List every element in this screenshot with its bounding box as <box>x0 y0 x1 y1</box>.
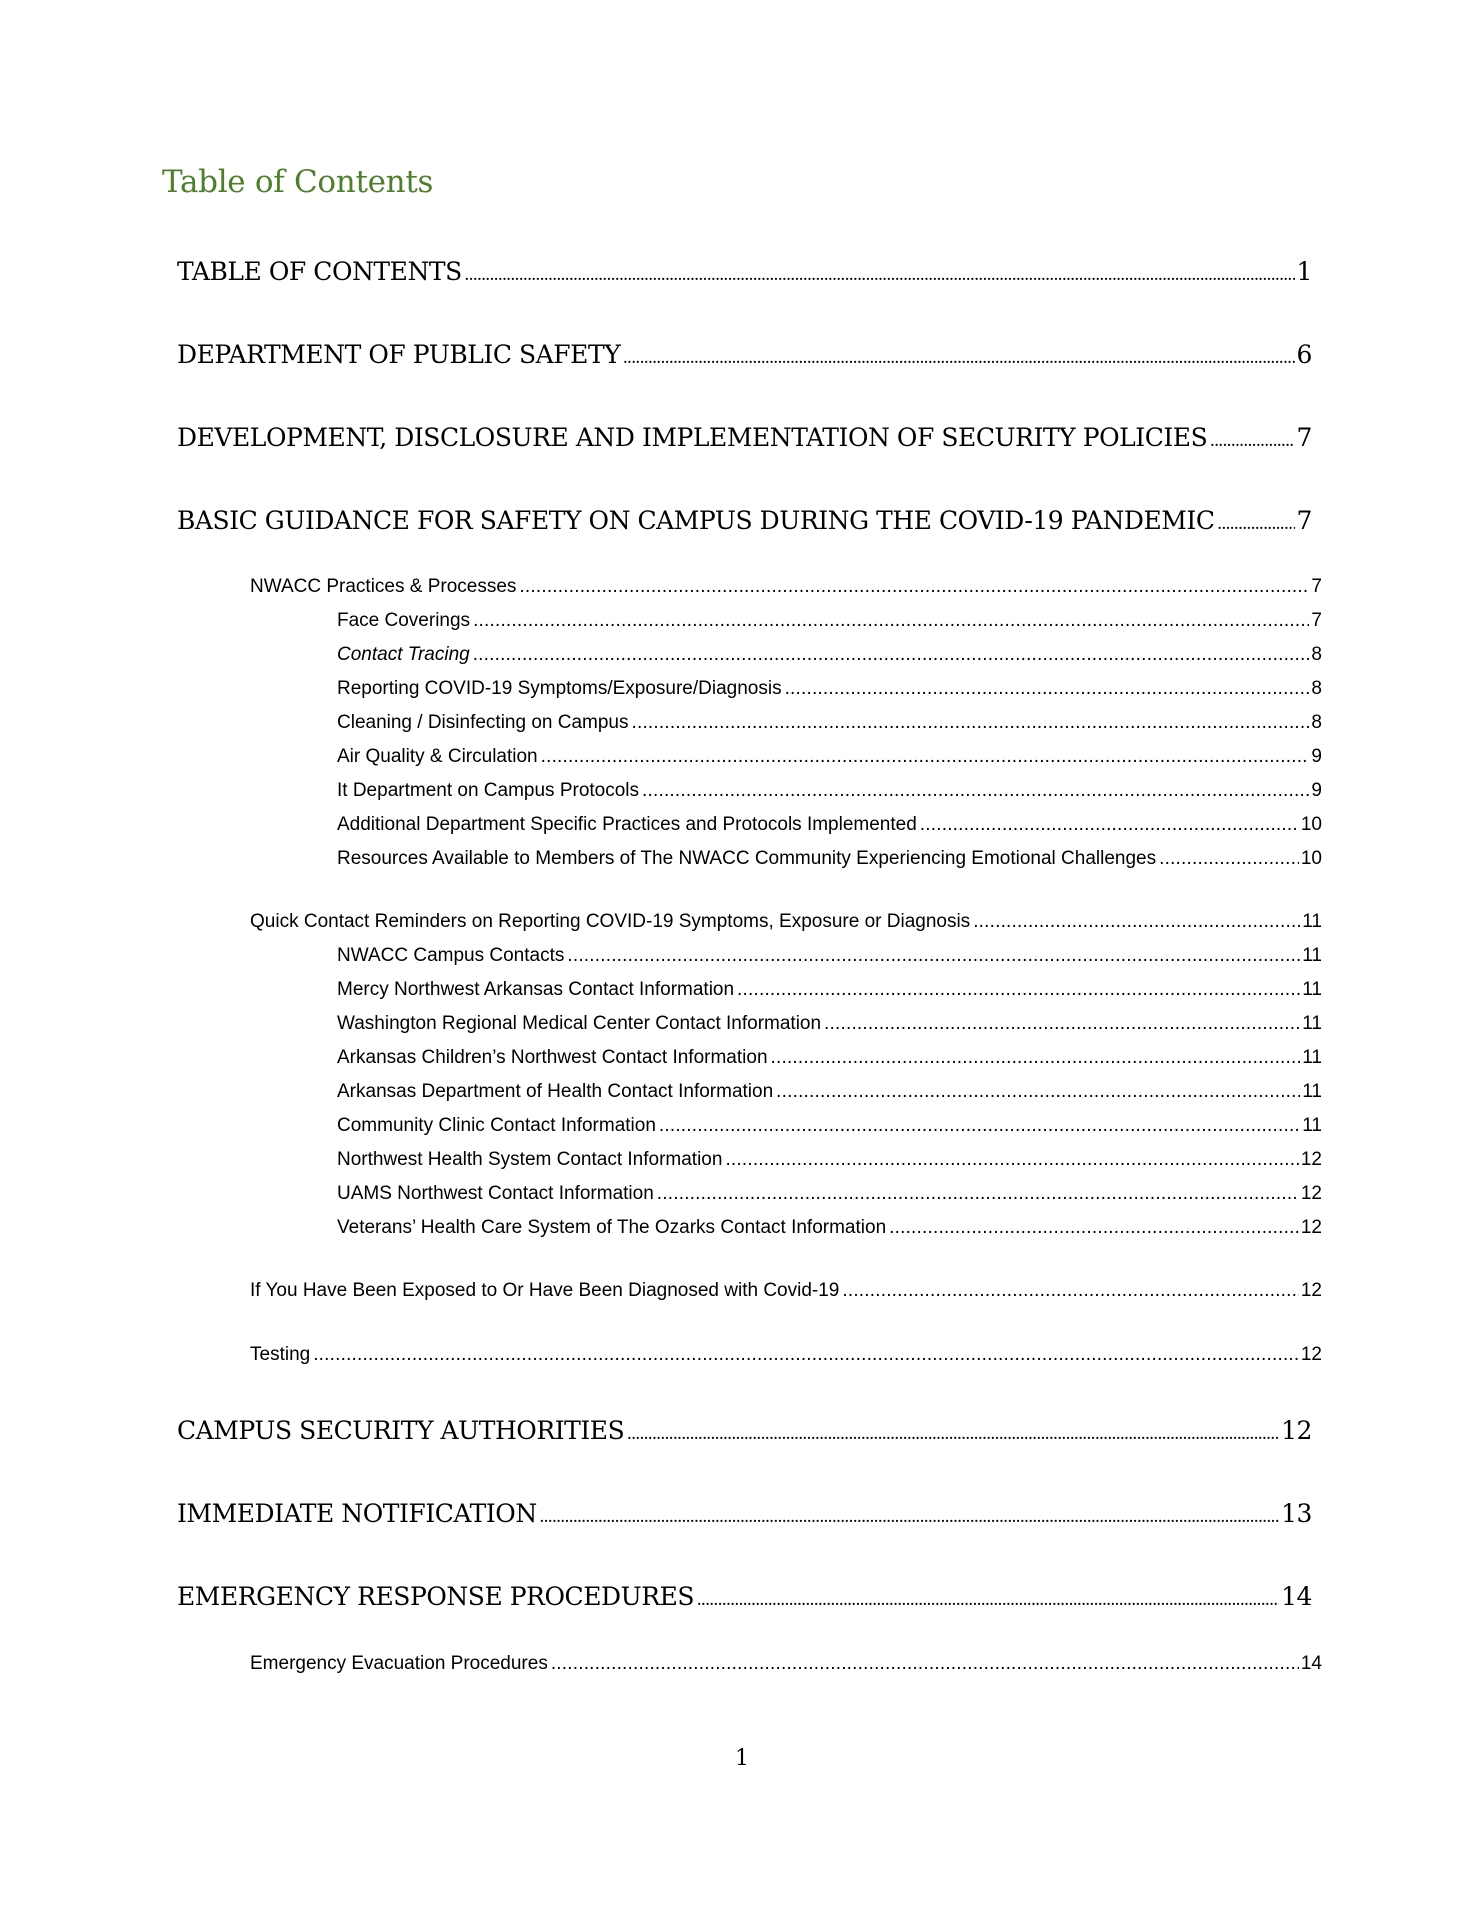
toc-entry-title: Resources Available to Members of The NWACC Community Experiencing Emotional Challenges <box>337 848 1157 869</box>
dot-leader <box>920 814 1299 836</box>
toc-entry-title: Arkansas Children’s Northwest Contact Information <box>337 1047 768 1068</box>
dot-leader <box>519 576 1309 598</box>
toc-entry-title: Face Coverings <box>337 610 471 631</box>
dot-leader <box>632 712 1310 734</box>
toc-entry-page: 7 <box>1296 423 1312 452</box>
toc-entry-page: 12 <box>1300 1280 1322 1301</box>
toc-entry-arkansas-health[interactable] <box>337 1081 1322 1103</box>
toc-entry-it-department[interactable] <box>337 780 1322 802</box>
toc-entry-cleaning[interactable] <box>337 712 1322 734</box>
toc-entry-page: 11 <box>1302 1115 1322 1136</box>
dot-leader <box>540 1511 1279 1525</box>
dot-leader <box>541 746 1310 768</box>
toc-entry-emergency-response[interactable] <box>177 1582 1312 1611</box>
toc-entry-title: Air Quality & Circulation <box>337 746 538 767</box>
toc-entry-title: TABLE OF CONTENTS <box>177 257 462 286</box>
toc-entry-page: 14 <box>1300 1653 1322 1674</box>
toc-entry-page: 12 <box>1300 1217 1322 1238</box>
toc-entry-page: 11 <box>1302 1047 1322 1068</box>
toc-entry-title: CAMPUS SECURITY AUTHORITIES <box>177 1416 625 1445</box>
toc-entry-title: Contact Tracing <box>337 644 470 665</box>
toc-entry-contact-tracing[interactable] <box>337 644 1322 666</box>
dot-leader <box>973 911 1300 933</box>
toc-entry-page: 7 <box>1296 506 1312 535</box>
toc-entry-air-quality[interactable] <box>337 746 1322 768</box>
toc-entry-page: 11 <box>1302 979 1322 1000</box>
toc-entry-page: 13 <box>1281 1499 1312 1528</box>
toc-entry-page: 11 <box>1302 911 1322 932</box>
toc-entry-page: 8 <box>1311 678 1322 699</box>
toc-entry-security-policies[interactable] <box>177 423 1312 452</box>
toc-entry-page: 12 <box>1300 1183 1322 1204</box>
toc-entry-immediate-notification[interactable] <box>177 1499 1312 1528</box>
toc-entry-title: NWACC Practices & Processes <box>250 576 517 597</box>
toc-entry-page: 7 <box>1311 610 1322 631</box>
dot-leader <box>659 1115 1300 1137</box>
toc-entry-veterans[interactable] <box>337 1217 1322 1239</box>
dot-leader <box>697 1594 1279 1608</box>
dot-leader <box>725 1149 1298 1171</box>
dot-leader <box>627 1428 1279 1442</box>
toc-entry-title: Additional Department Specific Practices and Protocols Implemented <box>337 814 917 835</box>
dot-leader <box>623 352 1294 366</box>
dot-leader <box>567 945 1300 967</box>
toc-entry-title: Northwest Health System Contact Information <box>337 1149 723 1170</box>
dot-leader <box>473 610 1309 632</box>
dot-leader <box>1210 435 1294 449</box>
toc-entry-page: 12 <box>1300 1149 1322 1170</box>
dot-leader <box>785 678 1310 700</box>
toc-entry-table-of-contents[interactable] <box>177 257 1312 286</box>
dot-leader <box>824 1013 1300 1035</box>
toc-entry-emergency-evacuation[interactable] <box>250 1653 1322 1675</box>
toc-entry-page: 12 <box>1281 1416 1312 1445</box>
toc-entry-page: 14 <box>1281 1582 1312 1611</box>
toc-entry-quick-contact[interactable] <box>250 911 1322 933</box>
toc-entry-title: DEVELOPMENT, DISCLOSURE AND IMPLEMENTATION OF SECURITY POLICIES <box>177 423 1208 452</box>
toc-entry-washington-regional[interactable] <box>337 1013 1322 1035</box>
toc-entry-title: Mercy Northwest Arkansas Contact Information <box>337 979 735 1000</box>
dot-leader <box>642 780 1309 802</box>
toc-entry-title: Testing <box>250 1344 311 1365</box>
toc-entry-title: Community Clinic Contact Information <box>337 1115 656 1136</box>
toc-entry-page: 11 <box>1302 1013 1322 1034</box>
toc-entry-mercy[interactable] <box>337 979 1322 1001</box>
dot-leader <box>889 1217 1299 1239</box>
dot-leader <box>737 979 1300 1001</box>
dot-leader <box>313 1344 1299 1366</box>
toc-entry-title: DEPARTMENT OF PUBLIC SAFETY <box>177 340 621 369</box>
toc-entry-department-of-public-safety[interactable] <box>177 340 1312 369</box>
toc-heading: Table of Contents <box>162 164 434 200</box>
dot-leader <box>771 1047 1301 1069</box>
toc-entry-northwest-health[interactable] <box>337 1149 1322 1171</box>
dot-leader <box>551 1653 1299 1675</box>
toc-entry-page: 10 <box>1300 814 1322 835</box>
toc-entry-title: It Department on Campus Protocols <box>337 780 640 801</box>
toc-entry-title: If You Have Been Exposed to Or Have Been Diagnosed with Covid-19 <box>250 1280 840 1301</box>
toc-entry-title: Arkansas Department of Health Contact Information <box>337 1081 774 1102</box>
toc-entry-page: 9 <box>1311 780 1322 801</box>
dot-leader <box>1159 848 1299 870</box>
toc-entry-page: 6 <box>1296 340 1312 369</box>
toc-entry-uams[interactable] <box>337 1183 1322 1205</box>
dot-leader <box>1218 518 1295 532</box>
toc-entry-page: 7 <box>1311 576 1322 597</box>
toc-entry-title: Emergency Evacuation Procedures <box>250 1653 548 1674</box>
toc-entry-face-coverings[interactable] <box>337 610 1322 632</box>
toc-entry-title: Cleaning / Disinfecting on Campus <box>337 712 629 733</box>
toc-entry-title: BASIC GUIDANCE FOR SAFETY ON CAMPUS DURING THE COVID-19 PANDEMIC <box>177 506 1215 535</box>
toc-entry-emotional-resources[interactable] <box>337 848 1322 870</box>
dot-leader <box>842 1280 1298 1302</box>
toc-entry-nwacc-practices[interactable] <box>250 576 1322 598</box>
toc-entry-title: Reporting COVID-19 Symptoms/Exposure/Diagnosis <box>337 678 782 699</box>
dot-leader <box>657 1183 1299 1205</box>
dot-leader <box>776 1081 1300 1103</box>
toc-entry-covid-guidance[interactable] <box>177 506 1312 535</box>
toc-entry-page: 10 <box>1300 848 1322 869</box>
toc-entry-title: Quick Contact Reminders on Reporting COVID-19 Symptoms, Exposure or Diagnosis <box>250 911 971 932</box>
toc-entry-title: IMMEDIATE NOTIFICATION <box>177 1499 537 1528</box>
toc-entry-title: Veterans’ Health Care System of The Ozarks Contact Information <box>337 1217 887 1238</box>
toc-entry-arkansas-childrens[interactable] <box>337 1047 1322 1069</box>
dot-leader <box>465 269 1295 283</box>
toc-entry-nwacc-contacts[interactable] <box>337 945 1322 967</box>
toc-entry-page: 12 <box>1300 1344 1322 1365</box>
toc-entry-community-clinic[interactable] <box>337 1115 1322 1137</box>
toc-entry-title: NWACC Campus Contacts <box>337 945 565 966</box>
toc-entry-page: 11 <box>1302 945 1322 966</box>
toc-entry-additional-department[interactable] <box>337 814 1322 836</box>
toc-entry-title: UAMS Northwest Contact Information <box>337 1183 654 1204</box>
toc-entry-title: EMERGENCY RESPONSE PROCEDURES <box>177 1582 695 1611</box>
footer-page-number: 1 <box>735 1746 749 1771</box>
toc-entry-page: 11 <box>1302 1081 1322 1102</box>
toc-entry-page: 8 <box>1311 712 1322 733</box>
toc-entry-exposed-diagnosed[interactable] <box>250 1280 1322 1302</box>
toc-entry-reporting-covid[interactable] <box>337 678 1322 700</box>
toc-entry-testing[interactable] <box>250 1344 1322 1366</box>
toc-entry-page: 8 <box>1311 644 1322 665</box>
dot-leader <box>473 644 1310 666</box>
toc-entry-campus-security[interactable] <box>177 1416 1312 1445</box>
toc-entry-title: Washington Regional Medical Center Contact Information <box>337 1013 822 1034</box>
toc-entry-page: 1 <box>1296 257 1312 286</box>
toc-entry-page: 9 <box>1311 746 1322 767</box>
